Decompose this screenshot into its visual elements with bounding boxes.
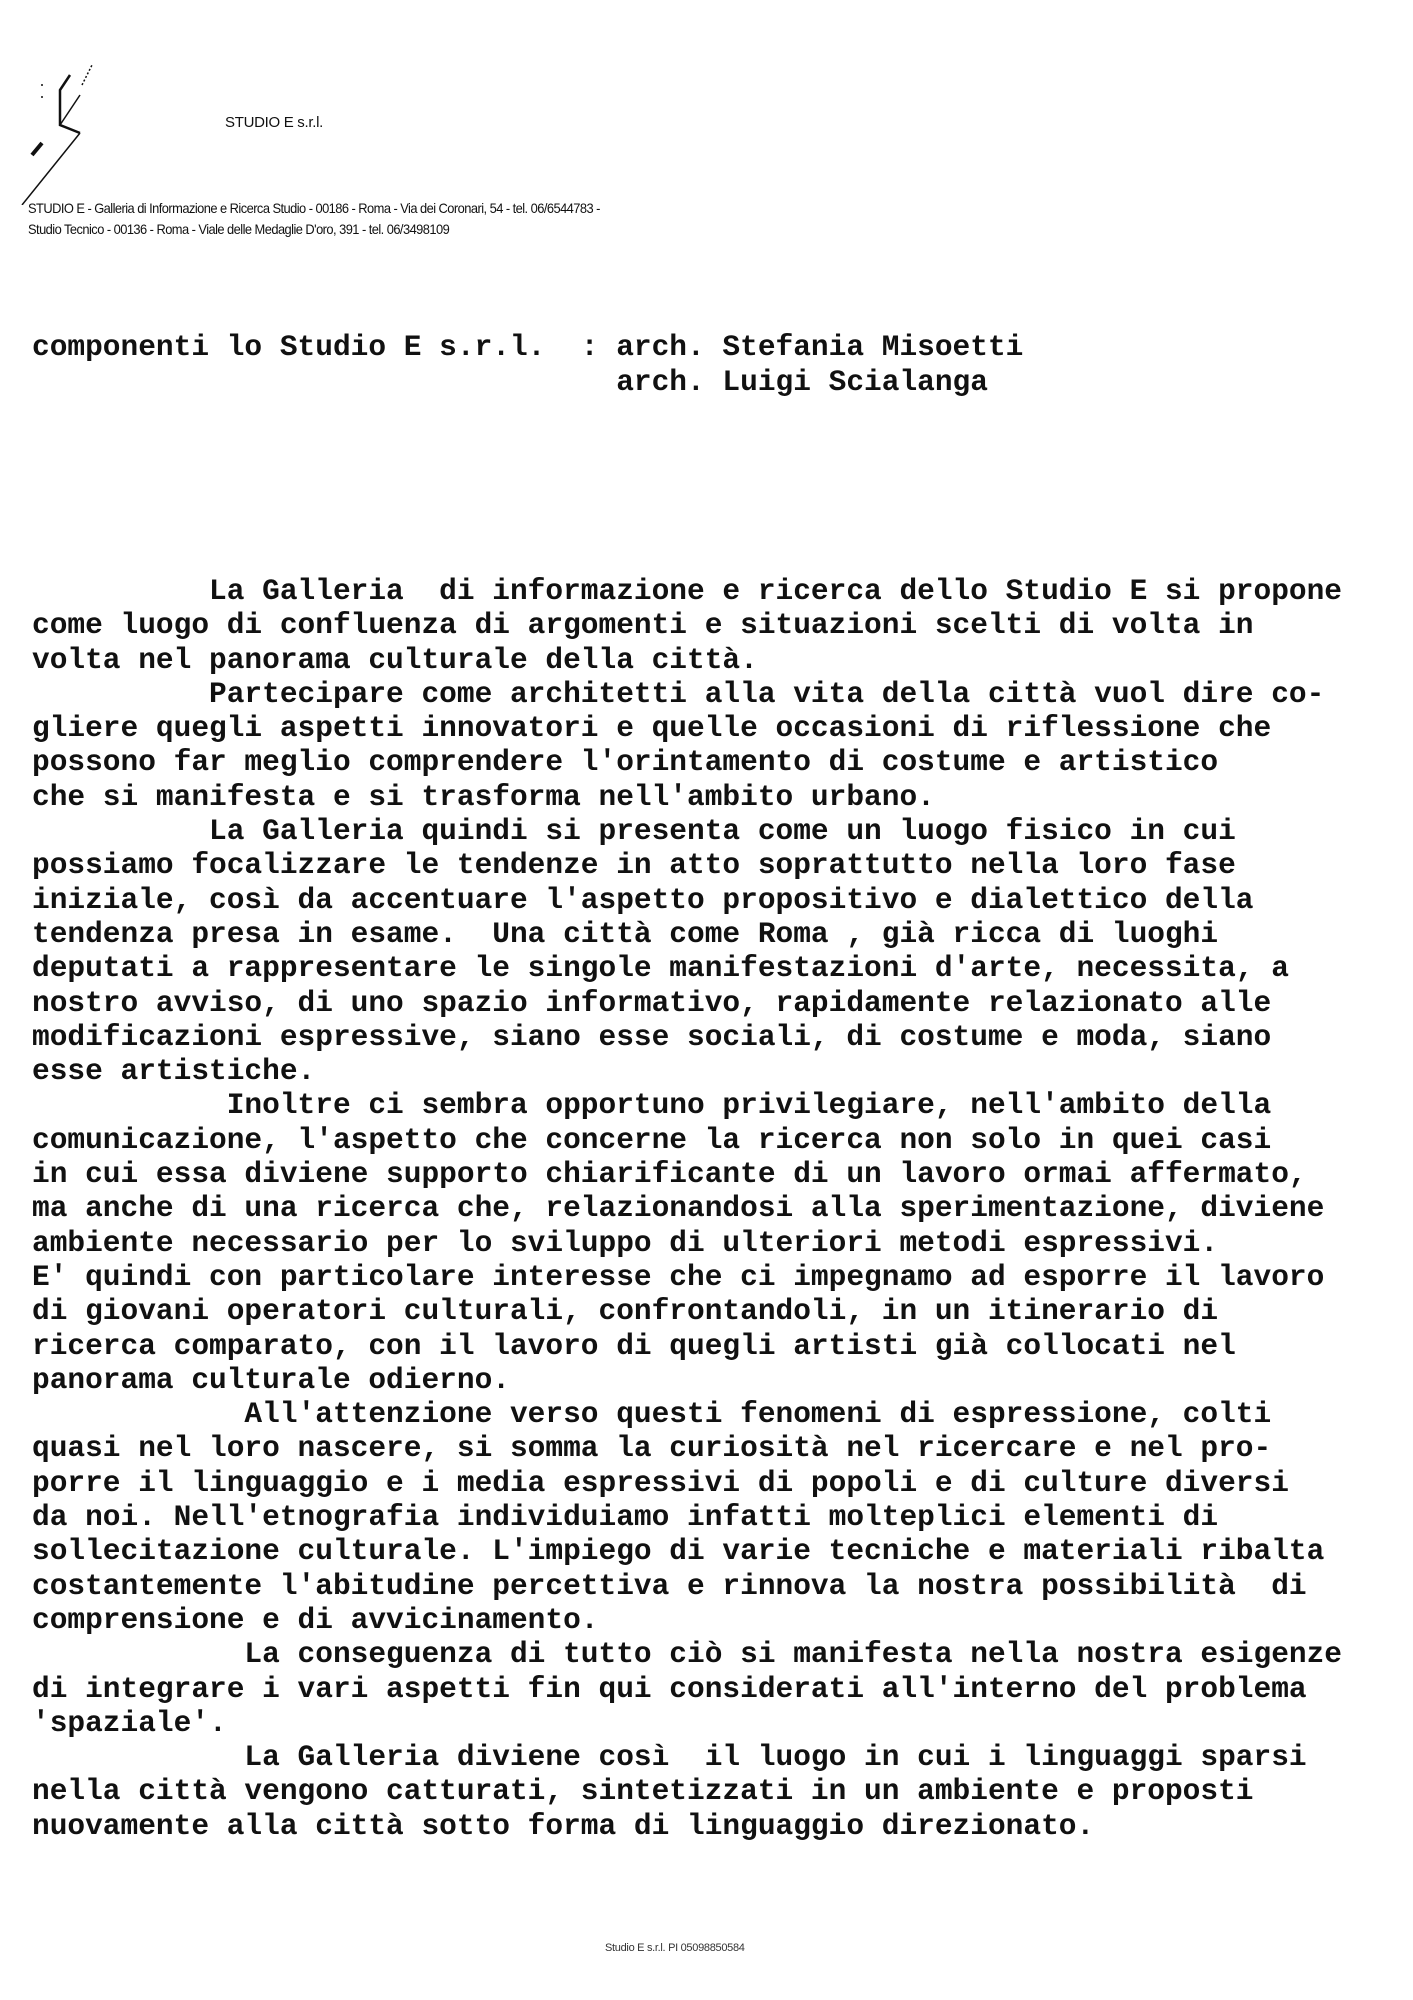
body-line: da noi. Nell'etnografia individuiamo infatti molteplici elementi di [32,1500,1219,1535]
body-line: come luogo di confluenza di argomenti e situazioni scelti di volta in [32,608,1254,643]
body-line: di giovani operatori culturali, confrontandoli, in un itinerario di [32,1294,1219,1329]
body-line: E' quindi con particolare interesse che ci impegnamo ad esporre il lavoro [32,1259,1325,1294]
body-line: costantemente l'abitudine percettiva e rinnova la nostra possibilità di [32,1568,1307,1603]
body-line: ma anche di una ricerca che, relazionandosi alla sperimentazione, diviene [32,1191,1325,1226]
body-line: La Galleria quindi si presenta come un luogo fisico in cui [32,814,1236,849]
body-line: ambiente necessario per lo sviluppo di ulteriori metodi espressivi. [32,1225,1219,1260]
letterhead-address-technical: Studio Tecnico - 00136 - Roma - Viale delle Medaglie D'oro, 391 - tel. 06/3498109 [28,221,450,237]
recipients-line-1: componenti lo Studio E s.r.l. : arch. Stefania Misoetti [32,330,1024,364]
body-line: nostro avviso, di uno spazio informativo, rapidamente relazionato alle [32,985,1272,1020]
body-line: 'spaziale'. [32,1705,227,1740]
body-line: possono far meglio comprendere l'orintamento di costume e artistico [32,745,1219,780]
body-line: tendenza presa in esame. Una città come Roma , già ricca di luoghi [32,916,1219,951]
body-line: volta nel panorama culturale della città. [32,642,758,677]
body-line: All'attenzione verso questi fenomeni di espressione, colti [32,1397,1272,1432]
body-line: comprensione e di avvicinamento. [32,1602,599,1637]
recipients-line-2: arch. Luigi Scialanga [32,365,988,399]
studio-e-logo-icon [20,55,150,205]
body-line: panorama culturale odierno. [32,1362,510,1397]
body-line: porre il linguaggio e i media espressivi di popoli e di culture diversi [32,1465,1289,1500]
body-line: deputati a rappresentare le singole manifestazioni d'arte, necessita, a [32,951,1289,986]
body-line: Partecipare come architetti alla vita della città vuol dire co- [32,676,1325,711]
body-line: modificazioni espressive, siano esse sociali, di costume e moda, siano [32,1019,1272,1054]
letterhead-address-gallery: STUDIO E - Galleria di Informazione e Ricerca Studio - 00186 - Roma - Via dei Coronari, 54 - tel. 06/6544783 - [28,200,600,216]
body-line: ricerca comparato, con il lavoro di quegli artisti già collocati nel [32,1328,1236,1363]
body-line: possiamo focalizzare le tendenze in atto soprattutto nella loro fase [32,848,1236,883]
body-line: in cui essa diviene supporto chiarificante di un lavoro ormai affermato, [32,1157,1307,1192]
body-line: gliere quegli aspetti innovatori e quelle occasioni di riflessione che [32,711,1272,746]
footer-company-id: Studio E s.r.l. PI 05098850584 [605,1942,745,1954]
body-line: La Galleria diviene così il luogo in cui i linguaggi sparsi [32,1740,1307,1775]
body-line: nella città vengono catturati, sintetizzati in un ambiente e proposti [32,1774,1254,1809]
letterhead-brand: STUDIO E s.r.l. [225,114,324,131]
letter-body [32,574,1342,1843]
body-line: comunicazione, l'aspetto che concerne la ricerca non solo in quei casi [32,1122,1272,1157]
body-line: che si manifesta e si trasforma nell'ambito urbano. [32,779,935,814]
body-line: sollecitazione culturale. L'impiego di varie tecniche e materiali ribalta [32,1534,1325,1569]
body-line: esse artistiche. [32,1054,316,1089]
body-line: Inoltre ci sembra opportuno privilegiare, nell'ambito della [32,1088,1272,1123]
body-line: La Galleria di informazione e ricerca dello Studio E si propone [32,574,1343,608]
body-line: La conseguenza di tutto ciò si manifesta nella nostra esigenze [32,1637,1343,1672]
body-line: quasi nel loro nascere, si somma la curiosità nel ricercare e nel pro- [32,1431,1272,1466]
body-line: di integrare i vari aspetti fin qui considerati all'interno del problema [32,1671,1307,1706]
body-line: iniziale, così da accentuare l'aspetto propositivo e dialettico della [32,882,1254,917]
body-line: nuovamente alla città sotto forma di linguaggio direzionato. [32,1808,1095,1843]
